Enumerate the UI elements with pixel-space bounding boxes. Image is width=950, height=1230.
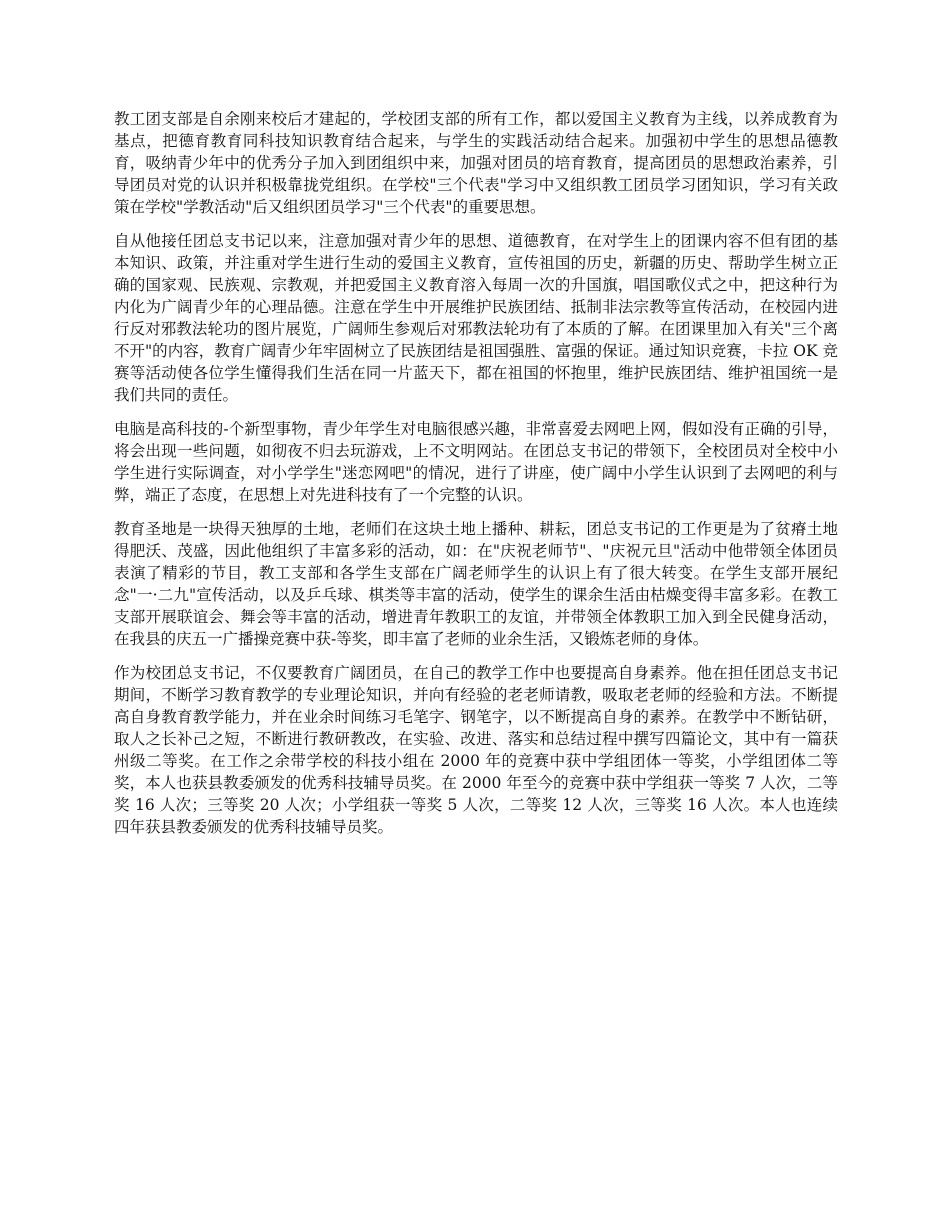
document-body [114, 108, 838, 850]
paragraph-5: 作为校团总支书记，不仅要教育广阔团员，在自己的教学工作中也要提高自身素养。他在担任团总支书记期间，不断学习教育教学的专业理论知识，并向有经验的老老师请教，吸取老老师的经验和方法。不断提高自身教育教学能力，并在业余时间练习毛笔字、钢笔字，以不断提高自身的素养。在教学中不断钻研，取人之长补己之短，不断进行教研教改，在实验、改进、落实和总结过程中撰写四篇论文，其中有一篇获州级二等奖。在工作之余带学校的科技小组在 2000 年的竞赛中获中学组团体一等奖，小学组团体二等奖，本人也获县教委颁发的优秀科技辅导员奖。在 2000 年至今的竞赛中获中学组获一等奖 7 人次，二等奖 16 人次；三等奖 20 人次；小学组获一等奖 5 人次，二等奖 12 人次，三等奖 16 人次。本人也连续四年获县教委颁发的优秀科技辅导员奖。 [114, 664, 838, 836]
paragraph-2: 自从他接任团总支书记以来，注意加强对青少年的思想、道德教育，在对学生上的团课内容不但有团的基本知识、政策，并注重对学生进行生动的爱国主义教育，宣传祖国的历史，新疆的历史、帮助学生树立正确的国家观、民族观、宗教观，并把爱国主义教育溶入每周一次的升国旗，唱国歌仪式之中，把这种行为内化为广阔青少年的心理品德。注意在学生中开展维护民族团结、抵制非法宗教等宣传活动，在校园内进行反对邪教法轮功的图片展览，广阔师生参观后对邪教法轮功有了本质的了解。在团课里加入有关"三个离不开"的内容，教育广阔青少年牢固树立了民族团结是祖国强胜、富强的保证。通过知识竞赛，卡拉 OK 竞赛等活动使各位学生懂得我们生活在同一片蓝天下，都在祖国的怀抱里，维护民族团结、维护祖国统一是我们共同的责任。 [114, 232, 838, 404]
paragraph-3: 电脑是高科技的-个新型事物，青少年学生对电脑很感兴趣，非常喜爱去网吧上网，假如没有正确的引导，将会出现一些问题，如彻夜不归去玩游戏，上不文明网站。在团总支书记的带领下，全校团员对全校中小学生进行实际调查，对小学学生"迷恋网吧"的情况，进行了讲座，使广阔中小学生认识到了去网吧的利与弊，端正了态度，在思想上对先进科技有了一个完整的认识。 [114, 420, 838, 504]
paragraph-1: 教工团支部是自余刚来校后才建起的，学校团支部的所有工作，都以爱国主义教育为主线，以养成教育为基点，把德育教育同科技知识教育结合起来，与学生的实践活动结合起来。加强初中学生的思想品德教育，吸纳青少年中的优秀分子加入到团组织中来，加强对团员的培育教育，提高团员的思想政治素养，引导团员对党的认识并积极靠拢党组织。在学校"三个代表"学习中又组织教工团员学习团知识，学习有关政策在学校"学教活动"后又组织团员学习"三个代表"的重要思想。 [114, 110, 838, 216]
paragraph-4: 教育圣地是一块得天独厚的土地，老师们在这块土地上播种、耕耘，团总支书记的工作更是为了贫瘠土地得肥沃、茂盛，因此他组织了丰富多彩的活动，如：在"庆祝老师节"、"庆祝元旦"活动中他带领全体团员表演了精彩的节目，教工支部和各学生支部在广阔老师学生的认识上有了很大转变。在学生支部开展纪念"一·二九"宣传活动，以及乒乓球、棋类等丰富的活动，使学生的课余生活由枯燥变得丰富多彩。在教工支部开展联谊会、舞会等丰富的活动，增进青年教职工的友谊，并带领全体教职工加入到全民健身活动，在我县的庆五一广播操竞赛中获-等奖，即丰富了老师的业余生活，又锻炼老师的身体。 [114, 520, 838, 648]
